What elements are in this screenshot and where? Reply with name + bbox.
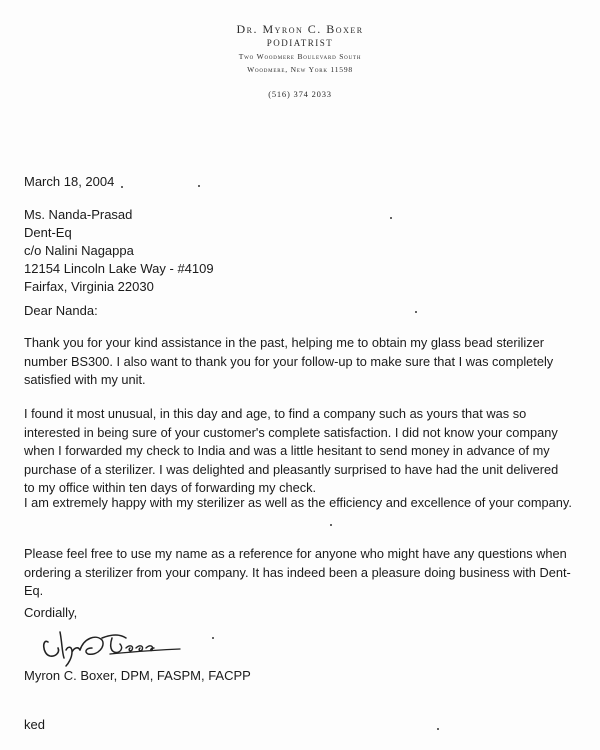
closing: Cordially, <box>24 605 78 620</box>
body-paragraph: Thank you for your kind assistance in the past, helping me to obtain my glass bead sterilizer number BS300. I also want to thank you for your follow-up to make sure that I was completely satisfied with my unit. <box>24 335 554 387</box>
recipient-address <box>24 206 214 296</box>
salutation: Dear Nanda: <box>24 303 98 318</box>
letterhead-name: Dr. Myron C. Boxer <box>236 22 364 36</box>
letterhead-city: Woodmere, New York 11598 <box>247 65 353 74</box>
scan-speck <box>330 524 332 526</box>
signer-name: Myron C. Boxer, DPM, FASPM, FACPP <box>24 668 251 683</box>
body-paragraph: I am extremely happy with my sterilizer as well as the efficiency and excellence of your company. <box>24 495 572 510</box>
recipient-street: 12154 Lincoln Lake Way - #4109 <box>24 261 214 276</box>
letterhead-phone: (516) 374 2033 <box>268 89 332 99</box>
handwritten-signature <box>40 624 190 670</box>
letter-date: March 18, 2004 <box>24 174 115 189</box>
letterhead-address: Two Woodmere Boulevard South <box>238 52 362 61</box>
letterhead-title: PODIATRIST <box>266 38 334 48</box>
scan-speck <box>198 185 200 187</box>
scan-speck <box>390 217 392 219</box>
scan-speck <box>415 311 417 313</box>
recipient-care-of: c/o Nalini Nagappa <box>24 243 134 258</box>
recipient-name: Ms. Nanda-Prasad <box>24 207 133 222</box>
scan-speck <box>121 186 123 188</box>
scan-speck <box>437 728 439 730</box>
letterhead <box>150 22 450 99</box>
recipient-city: Fairfax, Virginia 22030 <box>24 279 154 294</box>
body-paragraph: I found it most unusual, in this day and age, to find a company such as yours that was so interested in being sure of your customer's complete satisfaction. I did not know your company when I forwarded my check to India and was a little hesitant to send money in advance of my purchase of a sterilizer. I was delighted and pleasantly surprised to have had the unit delivered to my office within ten days of forwarding my check. <box>24 406 559 495</box>
typist-initials: ked <box>24 717 45 732</box>
recipient-company: Dent-Eq <box>24 225 72 240</box>
scan-speck <box>212 637 214 639</box>
body-paragraph: Please feel free to use my name as a reference for anyone who might have any questions when ordering a sterilizer from your company. It has indeed been a pleasure doing business with Dent-Eq. <box>24 546 571 598</box>
